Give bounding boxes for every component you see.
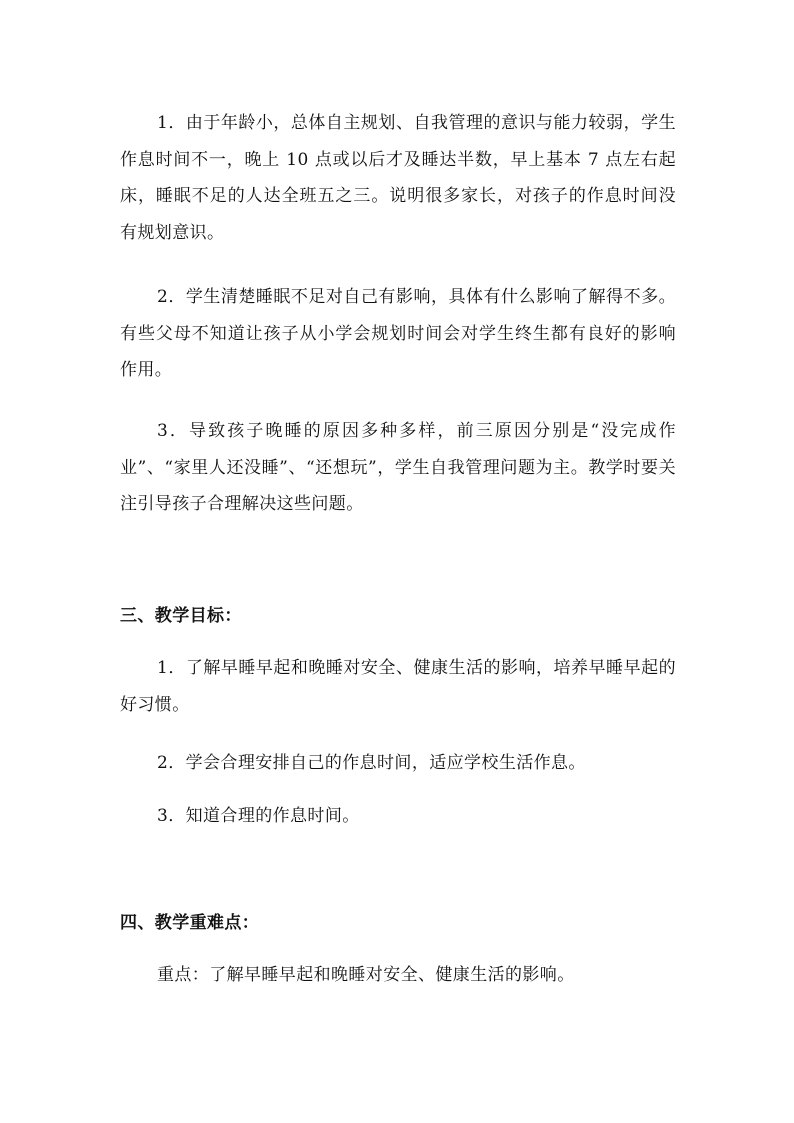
analysis-paragraph-2: 2．学生清楚睡眠不足对自己有影响，具体有什么影响了解得不多。有些父母不知道让孩子从小学会规划时间会对学生终生都有良好的影响作用。 bbox=[120, 287, 676, 380]
analysis-paragraph-1: 1．由于年龄小，总体自主规划、自我管理的意识与能力较弱，学生作息时间不一，晚上 10 点或以后才及睡达半数，早上基本 7 点左右起床，睡眠不足的人达全班五之三。说明很多家长，对孩子的作息时间没有规划意识。 bbox=[120, 113, 676, 243]
objective-item-2: 2．学会合理安排自己的作息时间，适应学校生活作息。 bbox=[157, 753, 586, 773]
objective-item-1: 1．了解早睡早起和晚睡对安全、健康生活的影响，培养早睡早起的好习惯。 bbox=[120, 658, 676, 715]
key-point-focus: 重点：了解早睡早起和晚睡对安全、健康生活的影响。 bbox=[157, 965, 575, 985]
objective-item-3: 3．知道合理的作息时间。 bbox=[157, 806, 360, 826]
section-heading-objectives: 三、教学目标： bbox=[120, 606, 242, 626]
section-heading-key-points: 四、教学重难点： bbox=[120, 913, 260, 933]
analysis-paragraph-3: 3．导致孩子晚睡的原因多种多样，前三原因分别是“没完成作业”、“家里人还没睡”、“还想玩”，学生自我管理问题为主。教学时要关注引导孩子合理解决这些问题。 bbox=[120, 421, 676, 514]
